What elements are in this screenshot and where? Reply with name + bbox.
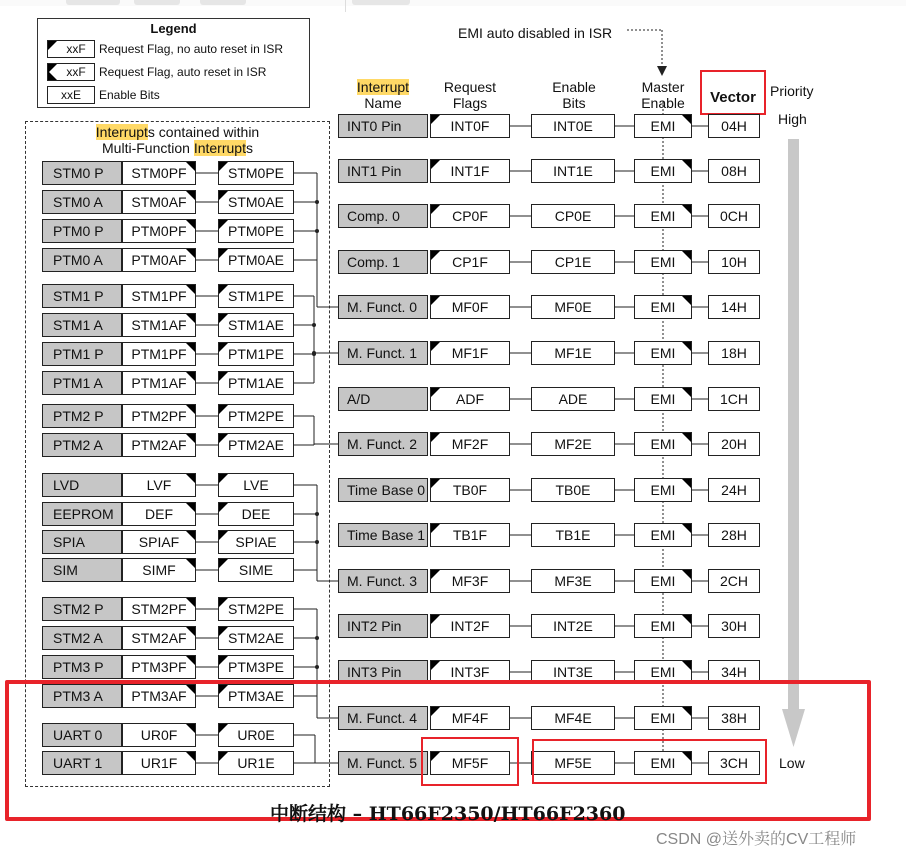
mf-source-enable: PTM3AE bbox=[218, 684, 294, 708]
interrupt-name: Time Base 1 bbox=[338, 523, 428, 547]
request-flag: MF4F bbox=[430, 706, 510, 730]
emi-note-arrowhead bbox=[657, 66, 667, 76]
mf-source-flag: STM1AF bbox=[122, 313, 196, 337]
mf-source-name: UART 1 bbox=[42, 751, 122, 775]
mf-source-flag: STM0AF bbox=[122, 190, 196, 214]
mf-source-name: STM0 A bbox=[42, 190, 122, 214]
mf-source-enable: STM1PE bbox=[218, 284, 294, 308]
header-bits: Bits bbox=[562, 95, 586, 111]
vector-address: 18H bbox=[708, 341, 760, 365]
enable-bit: MF2E bbox=[531, 432, 615, 456]
mf-source-enable: STM0AE bbox=[218, 190, 294, 214]
mf-source-enable: STM0PE bbox=[218, 161, 294, 185]
vector-address: 1CH bbox=[708, 387, 760, 411]
wire-junction bbox=[312, 323, 316, 327]
enable-bit: INT0E bbox=[531, 114, 615, 138]
mf-source-flag: PTM0AF bbox=[122, 248, 196, 272]
master-enable: EMI bbox=[634, 478, 692, 502]
mf-source-name: PTM1 A bbox=[42, 371, 122, 395]
mf-source-name: UART 0 bbox=[42, 723, 122, 747]
enable-bit: CP0E bbox=[531, 204, 615, 228]
mf-source-name: STM1 P bbox=[42, 284, 122, 308]
mf-source-name: PTM3 A bbox=[42, 684, 122, 708]
mf-source-flag: LVF bbox=[122, 473, 196, 497]
mf-source-flag: UR1F bbox=[122, 751, 196, 775]
mf-source-flag: SIMF bbox=[122, 558, 196, 582]
priority-high: High bbox=[778, 111, 807, 127]
master-enable: EMI bbox=[634, 250, 692, 274]
mf-source-enable: PTM0PE bbox=[218, 219, 294, 243]
wire-junction bbox=[315, 200, 319, 204]
enable-bit: ADE bbox=[531, 387, 615, 411]
interrupt-name: INT1 Pin bbox=[338, 159, 428, 183]
master-enable: EMI bbox=[634, 341, 692, 365]
request-flag: INT3F bbox=[430, 660, 510, 684]
vector-address: 3CH bbox=[708, 751, 760, 775]
enable-bit: INT3E bbox=[531, 660, 615, 684]
mf-source-flag: STM0PF bbox=[122, 161, 196, 185]
interrupt-name: INT3 Pin bbox=[338, 660, 428, 684]
enable-bit: MF4E bbox=[531, 706, 615, 730]
header-enable: Enable bbox=[552, 79, 596, 95]
request-flag: TB1F bbox=[430, 523, 510, 547]
mf-source-flag: SPIAF bbox=[122, 530, 196, 554]
mf-source-enable: PTM3PE bbox=[218, 655, 294, 679]
legend-text-no-auto: Request Flag, no auto reset in ISR bbox=[99, 42, 284, 56]
mf-source-enable: STM1AE bbox=[218, 313, 294, 337]
header-flags: Flags bbox=[452, 95, 488, 111]
legend-tag-auto: xxF bbox=[47, 63, 95, 81]
request-flag: INT1F bbox=[430, 159, 510, 183]
mf-source-name: STM2 P bbox=[42, 597, 122, 621]
vector-address: 2CH bbox=[708, 569, 760, 593]
annotation-box-flag bbox=[421, 737, 519, 786]
mf-source-flag: PTM2AF bbox=[122, 433, 196, 457]
request-flag: MF1F bbox=[430, 341, 510, 365]
request-flag: CP1F bbox=[430, 250, 510, 274]
interrupt-name: INT0 Pin bbox=[338, 114, 428, 138]
mf-source-name: PTM2 A bbox=[42, 433, 122, 457]
enable-bit: INT2E bbox=[531, 614, 615, 638]
emi-auto-note: EMI auto disabled in ISR bbox=[458, 25, 613, 41]
master-enable: EMI bbox=[634, 660, 692, 684]
enable-bit: INT1E bbox=[531, 159, 615, 183]
wire-junction bbox=[315, 229, 319, 233]
mf-source-enable: LVE bbox=[218, 473, 294, 497]
vector-address: 28H bbox=[708, 523, 760, 547]
request-flag: MF2F bbox=[430, 432, 510, 456]
enable-bit: TB0E bbox=[531, 478, 615, 502]
interrupt-name: M. Funct. 2 bbox=[338, 432, 428, 456]
request-flag: INT0F bbox=[430, 114, 510, 138]
mf-source-flag: PTM3AF bbox=[122, 684, 196, 708]
mf-source-enable: SIME bbox=[218, 558, 294, 582]
interrupt-name: M. Funct. 4 bbox=[338, 706, 428, 730]
mf-source-name: PTM3 P bbox=[42, 655, 122, 679]
interrupt-name: Time Base 0 bbox=[338, 478, 428, 502]
priority-arrow bbox=[779, 135, 809, 755]
mf-source-flag: PTM0PF bbox=[122, 219, 196, 243]
mf-source-enable: PTM2AE bbox=[218, 433, 294, 457]
mf-header-hl2: Interrupt bbox=[193, 140, 246, 156]
enable-bit: CP1E bbox=[531, 250, 615, 274]
figure-caption: 中断结构 – HT66F2350/HT66F2360 bbox=[270, 803, 626, 825]
mf-source-name: STM1 A bbox=[42, 313, 122, 337]
request-flag: TB0F bbox=[430, 478, 510, 502]
csdn-watermark: CSDN @送外卖的CV工程师 bbox=[656, 831, 857, 848]
legend-text-enable: Enable Bits bbox=[99, 88, 160, 102]
mf-source-flag: PTM1AF bbox=[122, 371, 196, 395]
header-request: Request bbox=[443, 79, 497, 95]
master-enable: EMI bbox=[634, 523, 692, 547]
master-enable: EMI bbox=[634, 387, 692, 411]
header-interrupt-hl: Interrupt bbox=[356, 79, 410, 95]
master-enable: EMI bbox=[634, 159, 692, 183]
enable-bit: MF0E bbox=[531, 295, 615, 319]
mf-source-enable: SPIAE bbox=[218, 530, 294, 554]
mf-header-pre2: Multi-Function bbox=[102, 140, 194, 156]
request-flag: MF5F bbox=[430, 751, 510, 775]
interrupt-name: M. Funct. 3 bbox=[338, 569, 428, 593]
mf-source-name: PTM1 P bbox=[42, 342, 122, 366]
master-enable: EMI bbox=[634, 706, 692, 730]
mf-header-hl1: Interrupt bbox=[95, 124, 148, 140]
interrupt-name: Comp. 1 bbox=[338, 250, 428, 274]
request-flag: INT2F bbox=[430, 614, 510, 638]
vector-address: 38H bbox=[708, 706, 760, 730]
vector-address: 30H bbox=[708, 614, 760, 638]
mf-source-name: SIM bbox=[42, 558, 122, 582]
mf-source-enable: STM2PE bbox=[218, 597, 294, 621]
master-enable: EMI bbox=[634, 569, 692, 593]
wire-junction bbox=[312, 351, 316, 355]
mf-source-name: PTM2 P bbox=[42, 404, 122, 428]
request-flag: CP0F bbox=[430, 204, 510, 228]
mf-source-flag: PTM1PF bbox=[122, 342, 196, 366]
interrupt-name: M. Funct. 5 bbox=[338, 751, 428, 775]
vector-address: 34H bbox=[708, 660, 760, 684]
enable-bit: TB1E bbox=[531, 523, 615, 547]
master-enable: EMI bbox=[634, 295, 692, 319]
master-enable: EMI bbox=[634, 114, 692, 138]
mf-source-name: EEPROM bbox=[42, 502, 122, 526]
vector-address: 08H bbox=[708, 159, 760, 183]
enable-bit: MF5E bbox=[531, 751, 615, 775]
request-flag: MF0F bbox=[430, 295, 510, 319]
master-enable: EMI bbox=[634, 614, 692, 638]
mf-source-name: STM2 A bbox=[42, 626, 122, 650]
master-enable: EMI bbox=[634, 204, 692, 228]
vector-address: 10H bbox=[708, 250, 760, 274]
annotation-box-enable-vector bbox=[532, 739, 767, 784]
mf-source-enable: DEE bbox=[218, 502, 294, 526]
mf-header-rest1: s contained within bbox=[147, 124, 260, 140]
caption-clip bbox=[0, 796, 906, 825]
enable-bit: MF3E bbox=[531, 569, 615, 593]
mf-source-flag: STM2AF bbox=[122, 626, 196, 650]
wire-junction bbox=[315, 540, 319, 544]
mf-source-flag: DEF bbox=[122, 502, 196, 526]
mf-source-enable: PTM0AE bbox=[218, 248, 294, 272]
legend-text-auto: Request Flag, auto reset in ISR bbox=[99, 65, 267, 79]
vector-address: 20H bbox=[708, 432, 760, 456]
mf-source-enable: PTM1PE bbox=[218, 342, 294, 366]
master-enable: EMI bbox=[634, 432, 692, 456]
legend-tag-enable: xxE bbox=[47, 86, 95, 104]
mf-source-flag: STM2PF bbox=[122, 597, 196, 621]
interrupt-name: M. Funct. 0 bbox=[338, 295, 428, 319]
mf-source-enable: PTM2PE bbox=[218, 404, 294, 428]
vector-address: 0CH bbox=[708, 204, 760, 228]
mf-source-enable: UR0E bbox=[218, 723, 294, 747]
enable-bit: MF1E bbox=[531, 341, 615, 365]
mf-source-name: PTM0 A bbox=[42, 248, 122, 272]
legend-title: Legend bbox=[150, 21, 197, 36]
header-vector: Vector bbox=[710, 89, 756, 106]
mf-source-flag: UR0F bbox=[122, 723, 196, 747]
vector-address: 24H bbox=[708, 478, 760, 502]
interrupt-name: Comp. 0 bbox=[338, 204, 428, 228]
mf-header-rest2: s bbox=[245, 140, 253, 156]
wire-junction bbox=[315, 636, 319, 640]
vector-address: 04H bbox=[708, 114, 760, 138]
mf-source-name: STM0 P bbox=[42, 161, 122, 185]
mf-source-name: SPIA bbox=[42, 530, 122, 554]
mf-source-enable: PTM1AE bbox=[218, 371, 294, 395]
mf-source-enable: UR1E bbox=[218, 751, 294, 775]
header-name: Name bbox=[364, 95, 402, 111]
master-enable: EMI bbox=[634, 751, 692, 775]
vector-address: 14H bbox=[708, 295, 760, 319]
mf-source-flag: PTM3PF bbox=[122, 655, 196, 679]
header-priority: Priority bbox=[770, 83, 814, 99]
mf-source-name: LVD bbox=[42, 473, 122, 497]
priority-low: Low bbox=[779, 755, 805, 771]
mf-source-enable: STM2AE bbox=[218, 626, 294, 650]
mf-source-flag: STM1PF bbox=[122, 284, 196, 308]
request-flag: ADF bbox=[430, 387, 510, 411]
legend-tag-no-auto: xxF bbox=[47, 40, 95, 58]
mf-source-name: PTM0 P bbox=[42, 219, 122, 243]
header-master: Master bbox=[641, 79, 685, 95]
wire-junction bbox=[315, 512, 319, 516]
interrupt-name: M. Funct. 1 bbox=[338, 341, 428, 365]
header-master-enable-2: Enable bbox=[641, 95, 685, 111]
interrupt-name: A/D bbox=[338, 387, 428, 411]
mf-source-flag: PTM2PF bbox=[122, 404, 196, 428]
wire-junction bbox=[315, 665, 319, 669]
request-flag: MF3F bbox=[430, 569, 510, 593]
interrupt-name: INT2 Pin bbox=[338, 614, 428, 638]
